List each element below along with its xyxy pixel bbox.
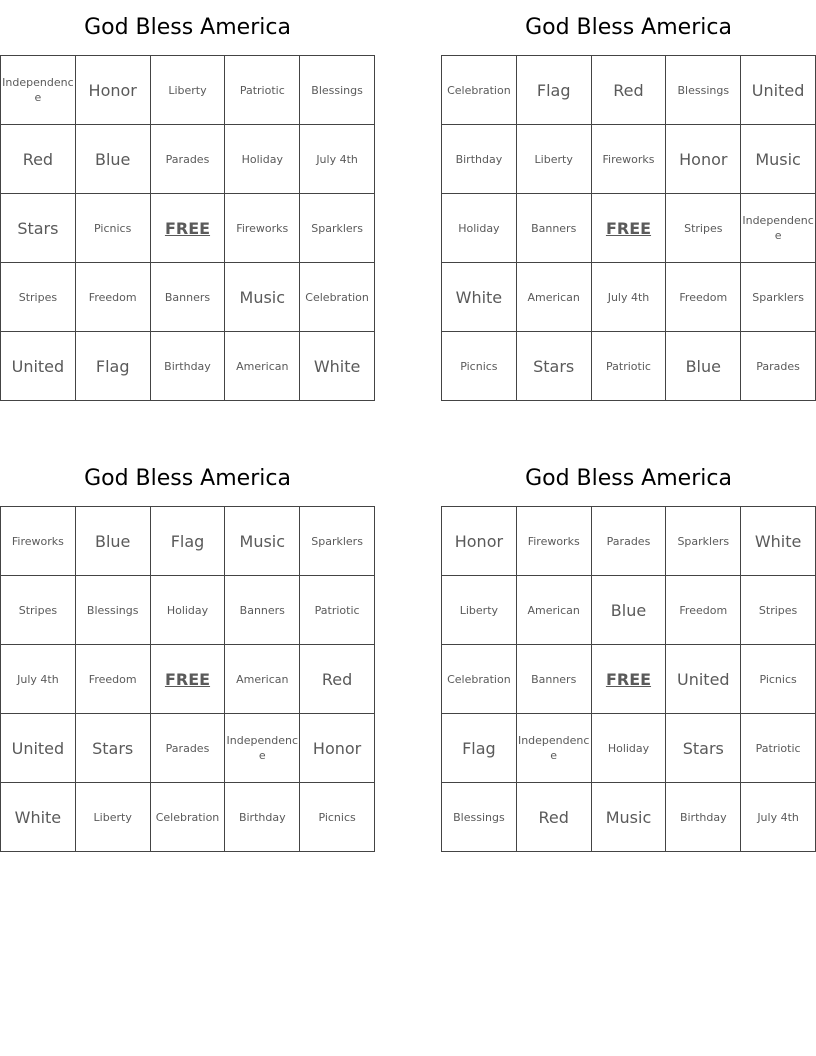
bingo-cell: Freedom: [75, 645, 150, 714]
bingo-grid: [441, 506, 816, 852]
bingo-cell: Blessings: [300, 56, 375, 125]
bingo-cell: Stars: [516, 332, 591, 401]
bingo-cell: Stripes: [1, 576, 76, 645]
bingo-cell: Freedom: [666, 263, 741, 332]
bingo-row: [1, 645, 375, 714]
bingo-card: [0, 451, 375, 852]
bingo-cell: White: [1, 783, 76, 852]
bingo-row: [1, 783, 375, 852]
bingo-row: [442, 714, 816, 783]
card-title: God Bless America: [525, 15, 732, 40]
bingo-row: [442, 783, 816, 852]
bingo-cell: United: [1, 714, 76, 783]
bingo-cell: Banners: [150, 263, 225, 332]
bingo-cell: Picnics: [75, 194, 150, 263]
bingo-cell: Patriotic: [300, 576, 375, 645]
bingo-cell: Red: [516, 783, 591, 852]
bingo-cell: Blue: [591, 576, 666, 645]
bingo-cell: United: [666, 645, 741, 714]
bingo-cell: White: [442, 263, 517, 332]
bingo-cell: Parades: [741, 332, 816, 401]
bingo-cell: Honor: [75, 56, 150, 125]
bingo-cell: Holiday: [591, 714, 666, 783]
bingo-cell: Independence: [516, 714, 591, 783]
free-space-cell: FREE: [591, 194, 666, 263]
bingo-cell: Flag: [75, 332, 150, 401]
bingo-cell: Fireworks: [591, 125, 666, 194]
bingo-cell: Independence: [1, 56, 76, 125]
bingo-row: [442, 645, 816, 714]
bingo-cell: Birthday: [666, 783, 741, 852]
bingo-cell: Fireworks: [516, 507, 591, 576]
bingo-cell: Red: [300, 645, 375, 714]
bingo-cell: Blessings: [442, 783, 517, 852]
bingo-cell: White: [300, 332, 375, 401]
bingo-row: [442, 263, 816, 332]
bingo-cell: Independence: [225, 714, 300, 783]
bingo-row: [442, 56, 816, 125]
bingo-cell: American: [225, 332, 300, 401]
bingo-cell: Picnics: [442, 332, 517, 401]
bingo-cell: Celebration: [150, 783, 225, 852]
bingo-row: [1, 332, 375, 401]
bingo-cell: Stars: [666, 714, 741, 783]
bingo-row: [1, 194, 375, 263]
bingo-row: [1, 125, 375, 194]
bingo-cell: Stars: [75, 714, 150, 783]
bingo-cell: Blue: [666, 332, 741, 401]
bingo-cell: Flag: [516, 56, 591, 125]
bingo-cell: Holiday: [442, 194, 517, 263]
bingo-cell: Red: [591, 56, 666, 125]
bingo-cell: Parades: [150, 714, 225, 783]
bingo-cell: Music: [225, 507, 300, 576]
bingo-row: [1, 263, 375, 332]
bingo-card: [441, 451, 816, 852]
bingo-cell: Fireworks: [1, 507, 76, 576]
bingo-cell: Sparklers: [300, 194, 375, 263]
bingo-cell: Celebration: [442, 56, 517, 125]
bingo-cell: American: [516, 576, 591, 645]
bingo-row: [1, 56, 375, 125]
bingo-cell: Celebration: [300, 263, 375, 332]
bingo-row: [1, 507, 375, 576]
bingo-cell: Fireworks: [225, 194, 300, 263]
bingo-cell: Music: [741, 125, 816, 194]
bingo-cell: July 4th: [741, 783, 816, 852]
bingo-cell: Blue: [75, 125, 150, 194]
bingo-cell: Honor: [300, 714, 375, 783]
bingo-row: [1, 714, 375, 783]
bingo-cell: Birthday: [442, 125, 517, 194]
bingo-grid: [0, 506, 375, 852]
bingo-cell: Honor: [442, 507, 517, 576]
bingo-cell: July 4th: [591, 263, 666, 332]
bingo-cell: Birthday: [150, 332, 225, 401]
bingo-cell: Sparklers: [741, 263, 816, 332]
bingo-cell: Stripes: [741, 576, 816, 645]
bingo-cell: Celebration: [442, 645, 517, 714]
bingo-cell: Independence: [741, 194, 816, 263]
bingo-cell: Blue: [75, 507, 150, 576]
bingo-row: [442, 194, 816, 263]
bingo-cell: Freedom: [75, 263, 150, 332]
bingo-row: [442, 576, 816, 645]
free-space-cell: FREE: [150, 645, 225, 714]
bingo-cell: Patriotic: [741, 714, 816, 783]
bingo-cell: Stars: [1, 194, 76, 263]
bingo-cell: Music: [225, 263, 300, 332]
bingo-cell: Patriotic: [591, 332, 666, 401]
bingo-cell: Red: [1, 125, 76, 194]
bingo-cell: Holiday: [150, 576, 225, 645]
bingo-cell: Picnics: [300, 783, 375, 852]
bingo-cell: Blessings: [75, 576, 150, 645]
bingo-cell: Music: [591, 783, 666, 852]
bingo-cell: American: [516, 263, 591, 332]
bingo-cell: July 4th: [1, 645, 76, 714]
bingo-row: [1, 576, 375, 645]
bingo-cell: Stripes: [1, 263, 76, 332]
bingo-row: [442, 125, 816, 194]
card-title: God Bless America: [84, 466, 291, 491]
bingo-cell: White: [741, 507, 816, 576]
bingo-cell: Liberty: [75, 783, 150, 852]
bingo-cell: Holiday: [225, 125, 300, 194]
bingo-cell: Flag: [442, 714, 517, 783]
free-space-cell: FREE: [591, 645, 666, 714]
bingo-cell: Sparklers: [666, 507, 741, 576]
bingo-cell: Picnics: [741, 645, 816, 714]
bingo-cell: Freedom: [666, 576, 741, 645]
bingo-cell: Liberty: [442, 576, 517, 645]
bingo-cell: Flag: [150, 507, 225, 576]
bingo-card: [441, 0, 816, 401]
bingo-cell: Banners: [516, 645, 591, 714]
card-title: God Bless America: [525, 466, 732, 491]
bingo-cell: Parades: [150, 125, 225, 194]
bingo-cell: Parades: [591, 507, 666, 576]
bingo-cell: Banners: [516, 194, 591, 263]
bingo-cell: United: [741, 56, 816, 125]
bingo-grid: [441, 55, 816, 401]
bingo-cell: American: [225, 645, 300, 714]
bingo-cell: Honor: [666, 125, 741, 194]
bingo-row: [442, 332, 816, 401]
card-title: God Bless America: [84, 15, 291, 40]
bingo-cell: Sparklers: [300, 507, 375, 576]
bingo-row: [442, 507, 816, 576]
bingo-cell: Banners: [225, 576, 300, 645]
bingo-cell: July 4th: [300, 125, 375, 194]
bingo-cell: Liberty: [516, 125, 591, 194]
bingo-cell: Stripes: [666, 194, 741, 263]
bingo-card: [0, 0, 375, 401]
bingo-cell: Birthday: [225, 783, 300, 852]
free-space-cell: FREE: [150, 194, 225, 263]
bingo-cell: United: [1, 332, 76, 401]
bingo-grid: [0, 55, 375, 401]
bingo-cell: Patriotic: [225, 56, 300, 125]
bingo-cell: Liberty: [150, 56, 225, 125]
bingo-cell: Blessings: [666, 56, 741, 125]
